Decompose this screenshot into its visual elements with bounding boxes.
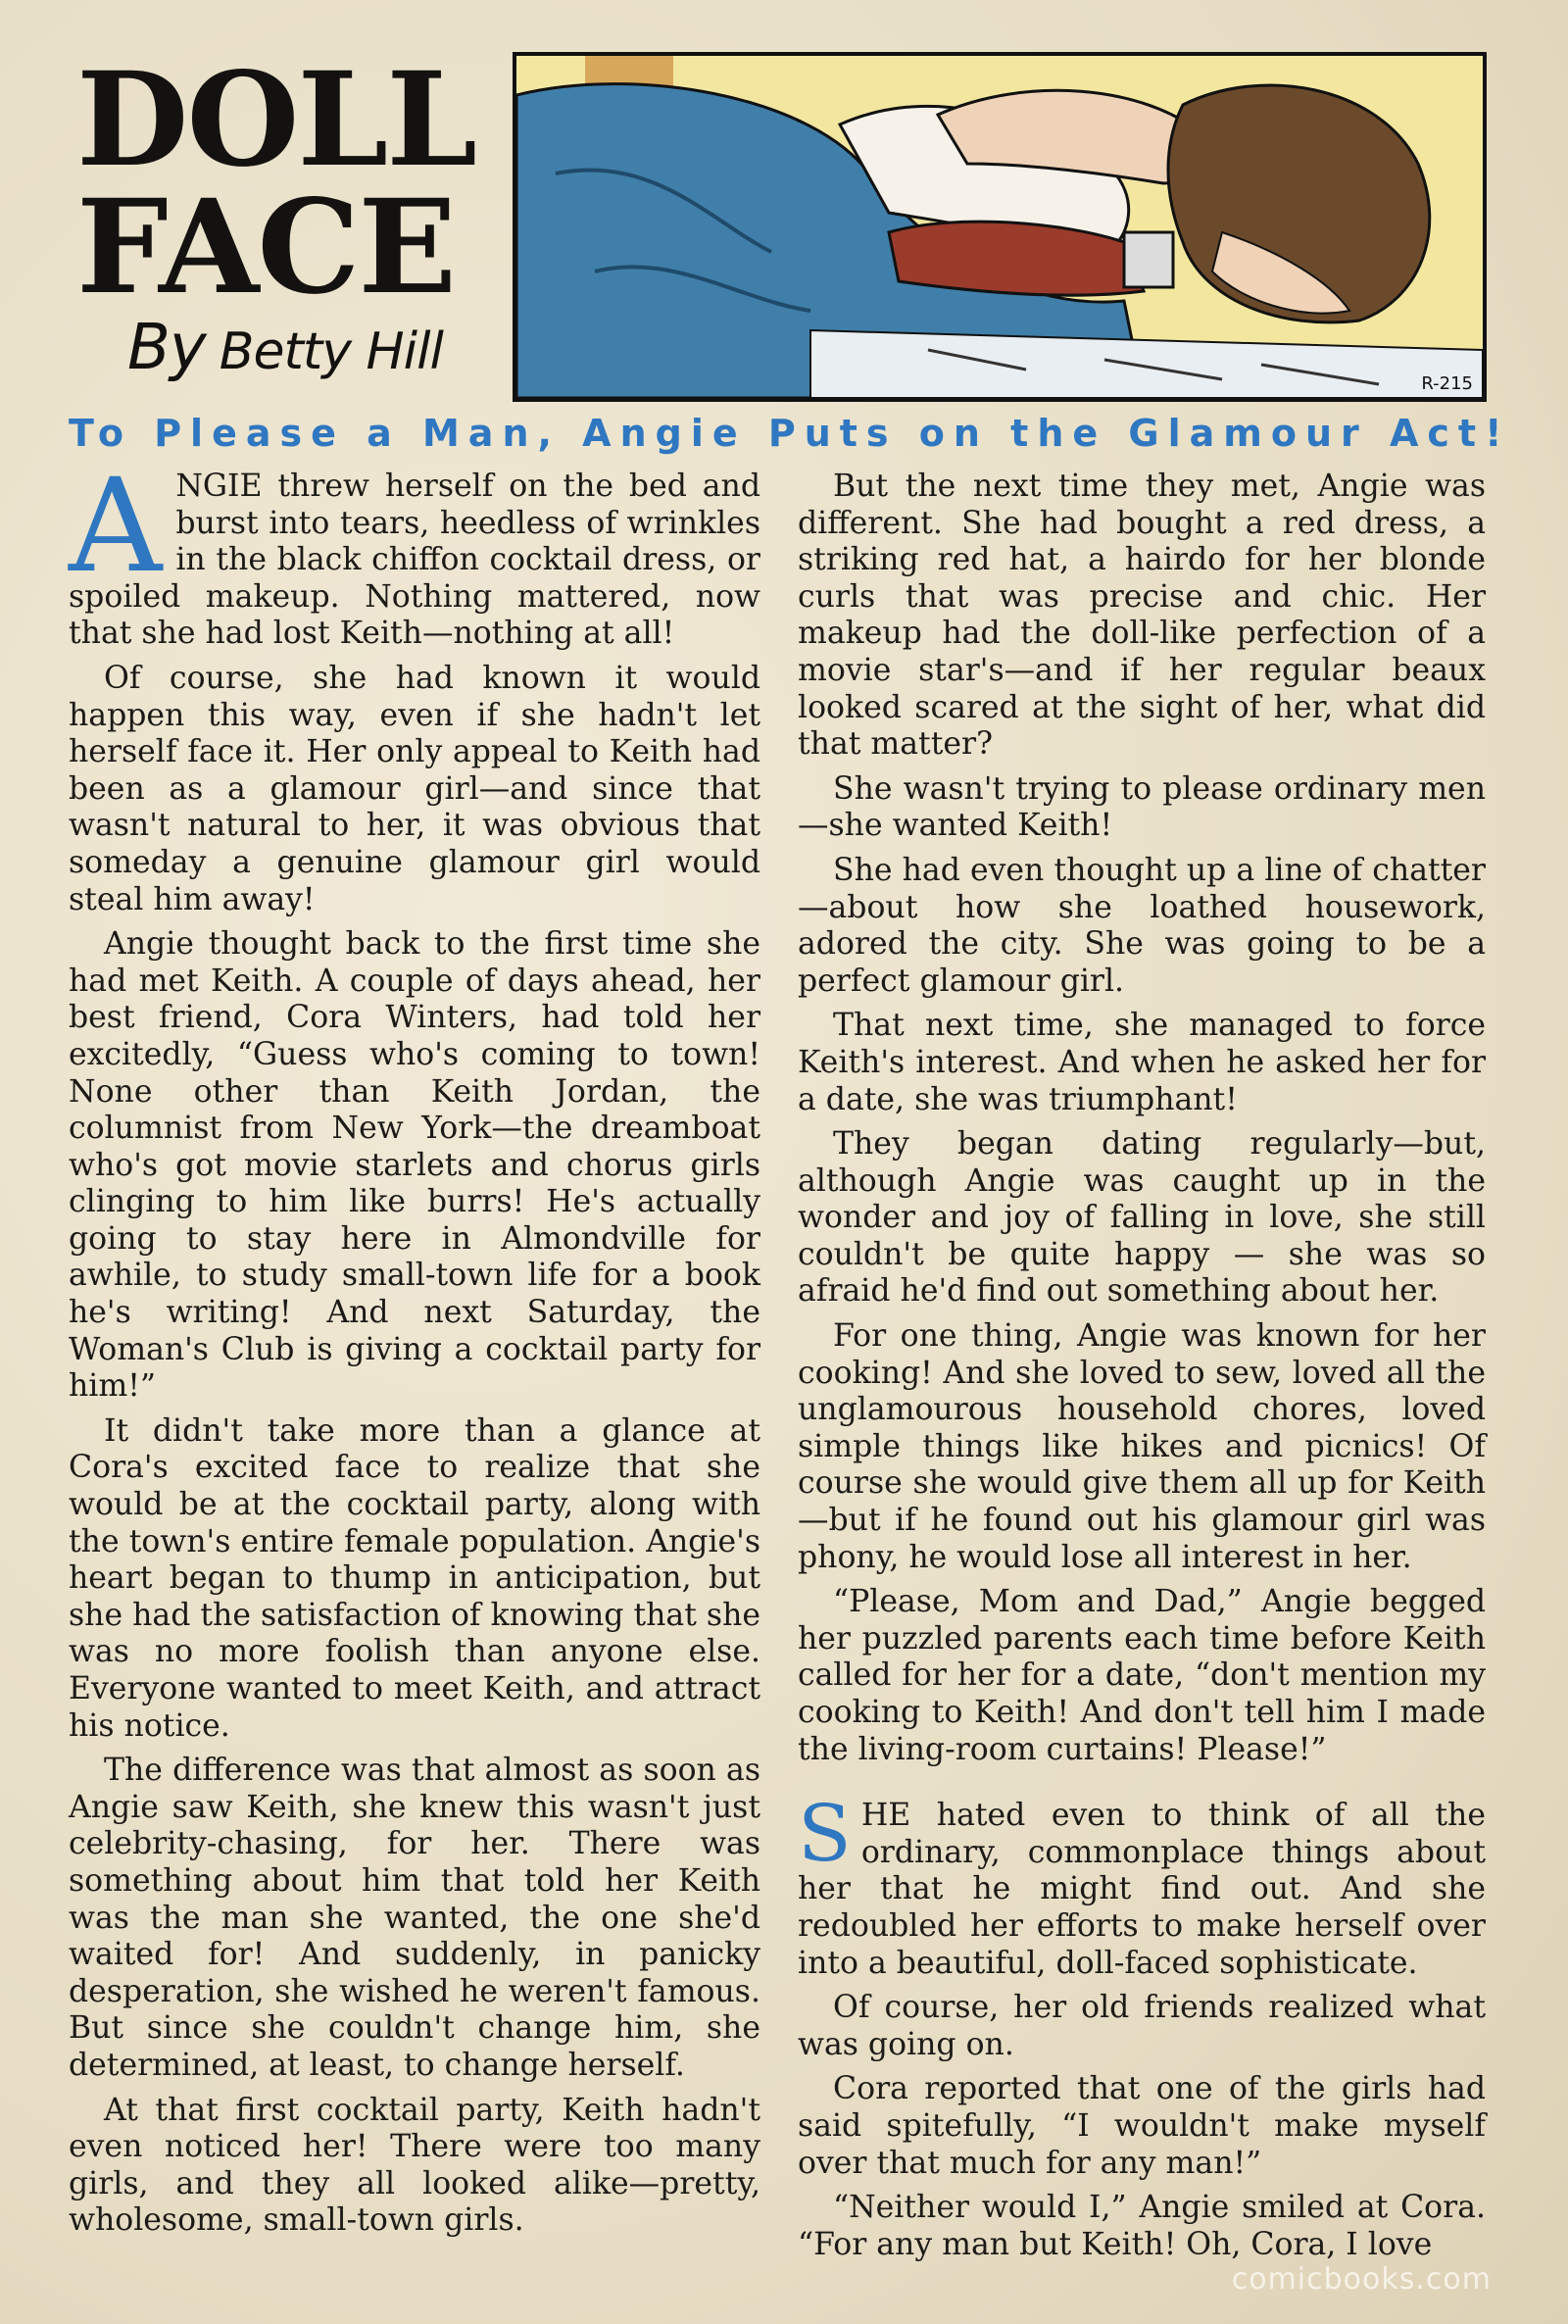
paragraph [69, 1753, 760, 2084]
paragraph [798, 1008, 1486, 1118]
paragraph [798, 1990, 1486, 2063]
paragraph [798, 2190, 1486, 2263]
byline-author: Betty Hill [219, 322, 443, 381]
paragraph [69, 2093, 760, 2240]
drop-cap: S [798, 1788, 852, 1880]
paragraph [69, 451, 760, 653]
paragraph [798, 1126, 1486, 1310]
tagline: To Please a Man, Angie Puts on the Glamour Act! [69, 412, 1511, 455]
paragraph-text: The difference was that almost as soon as Angie saw Keith, she knew this wasn't just celebrity-chasing, for her. There was something about him that told her Keith was the man she wanted, the one she'd waited for! And suddenly, in panicky desperation, she wished he weren't famous. But since she couldn't change him, she determined, at least, to change herself. [69, 1753, 760, 2083]
paragraph-text: She had even thought up a line of chatter—about how she loathed housework, adored the city. She was going to be a perfect glamour girl. [798, 852, 1486, 999]
story-title [76, 44, 476, 323]
title-line-face: FACE [76, 172, 456, 323]
paragraph-text: Of course, she had known it would happen this way, even if she hadn't let herself face it. Her only appeal to Keith had been as a glamour girl—and since that wasn't natural to her, it was obvious that someday a genuine glamour girl would steal him away! [69, 660, 760, 917]
title-line-doll: DOLL [76, 44, 476, 196]
paragraph [798, 2071, 1486, 2182]
panel-code: R-215 [1421, 373, 1473, 394]
paragraph-text: But the next time they met, Angie was different. She had bought a red dress, a striking red hat, a hairdo for her blonde curls that was precise and chic. Her makeup had the doll-like perfection of a movie star's—and if her regular beaux looked scared at the sight of her, what did that matter? [798, 469, 1486, 763]
paragraph-text: She wasn't trying to please ordinary men—she wanted Keith! [798, 770, 1486, 844]
right-column [798, 469, 1486, 2271]
paragraph-text: “Please, Mom and Dad,” Angie begged her puzzled parents each time before Keith called for her for a date, “don't mention my cooking to Keith! And don't tell him I made the living-room curtains! Please!” [798, 1584, 1486, 1767]
woman-crying-illustration [516, 56, 1483, 398]
paragraph-text: HE hated even to think of all the ordinary, commonplace things about her that he might find out. And she redoubled her efforts to make herself over into a beautiful, doll-faced sophisticate. [798, 1798, 1486, 1981]
paragraph-text: Cora reported that one of the girls had said spitefully, “I wouldn't make myself over that much for any man!” [798, 2071, 1486, 2181]
paragraph-text: It didn't take more than a glance at Cora's excited face to realize that she would be at the cocktail party, along with the town's entire female population. Angie's heart began to thump in anticipation, but she had the satisfaction of knowing that she was no more foolish than anyone else. Everyone wanted to meet Keith, and attract his notice. [69, 1412, 760, 1744]
paragraph [798, 771, 1486, 845]
paragraph-text: They began dating regularly—but, although Angie was caught up in the wonder and joy of falling in love, she still couldn't be quite happy — she was so afraid he'd find out something about her. [798, 1126, 1486, 1310]
byline-by: By [127, 312, 206, 384]
watermark: comicbooks.com [1231, 2262, 1492, 2297]
paragraph-text: NGIE threw herself on the bed and burst into tears, heedless of wrinkles in the black chiffon cocktail dress, or spoiled makeup. Nothing mattered, now that she had lost Keith—nothing at all! [69, 469, 760, 652]
paragraph-text: “Neither would I,” Angie smiled at Cora. “For any man but Keith! Oh, Cora, I love [798, 2190, 1486, 2262]
paragraph [798, 1584, 1486, 1768]
paragraph [798, 853, 1486, 1000]
paragraph-text: At that first cocktail party, Keith hadn't even noticed her! There were too many girls, and they all looked alike—pretty, wholesome, small-town girls. [69, 2092, 760, 2239]
paragraph [69, 926, 760, 1406]
paragraph-text: Angie thought back to the first time she had met Keith. A couple of days ahead, her best friend, Cora Winters, had told her excitedly, “Guess who's coming to town! None other than Keith Jordan, the columnist from New York—the dreamboat who's got movie starlets and chorus girls clinging to him like burrs! He's actually going to stay here in Almondville for awhile, to study small-town life for a book he's writing! And next Saturday, the Woman's Club is giving a cocktail party for him!” [69, 926, 760, 1405]
left-column [69, 451, 760, 2248]
drop-cap: A [69, 451, 163, 602]
paragraph-text: Of course, her old friends realized what was going on. [798, 1990, 1486, 2062]
section-break [798, 1776, 1486, 1798]
paragraph-text: For one thing, Angie was known for her cooking! And she loved to sew, loved all the unglamourous household chores, loved simple things like hikes and picnics! Of course she would give them all up for Keith—but if he found out his glamour girl was phony, he would lose all interest in her. [798, 1318, 1486, 1575]
paragraph [69, 1413, 760, 1745]
illustration-panel [513, 52, 1487, 402]
byline [127, 312, 443, 384]
paragraph [69, 661, 760, 918]
paragraph [798, 1788, 1486, 1982]
paragraph [798, 469, 1486, 764]
paragraph [798, 1318, 1486, 1576]
paragraph-text: That next time, she managed to force Keith's interest. And when he asked her for a date, she was triumphant! [798, 1008, 1486, 1117]
